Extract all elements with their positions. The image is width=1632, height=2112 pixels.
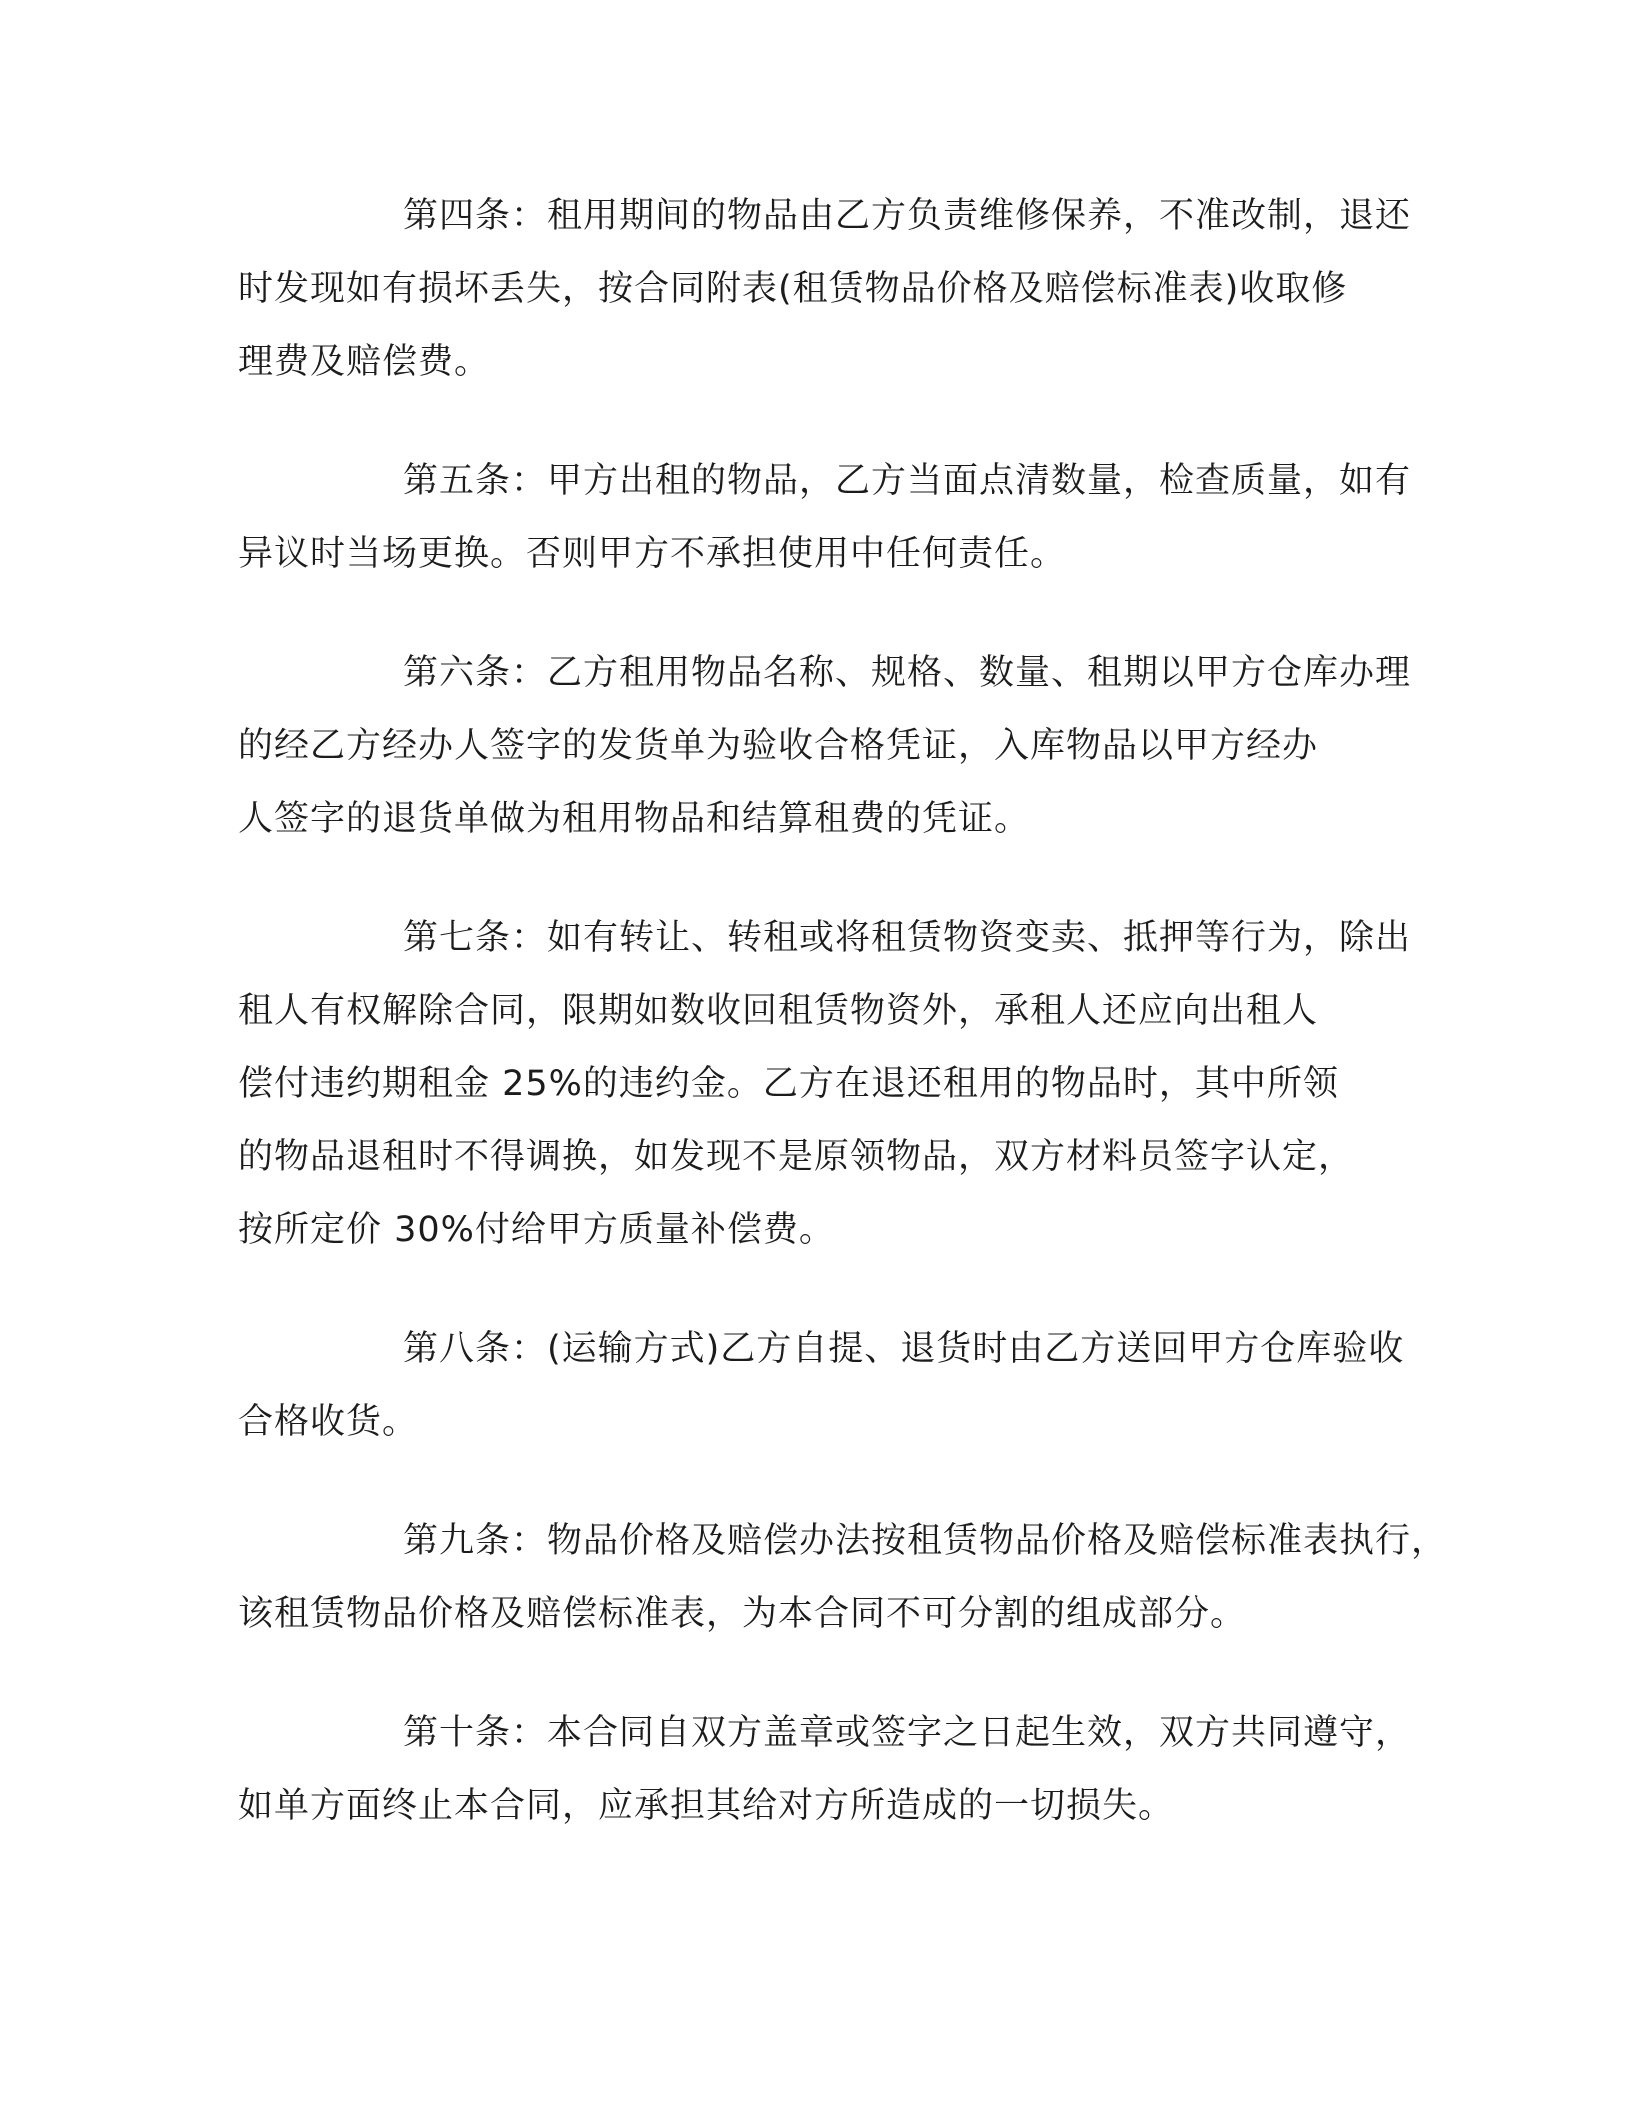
article-8-line-1: 第八条：(运输方式)乙方自提、退货时由乙方送回甲方仓库验收	[403, 1329, 1405, 1369]
article-10-line-1: 第十条：本合同自双方盖章或签字之日起生效，双方共同遵守，	[403, 1713, 1412, 1753]
article-7-line-5: 按所定价 30%付给甲方质量补偿费。	[238, 1210, 835, 1250]
article-5-line-2: 异议时当场更换。否则甲方不承担使用中任何责任。	[238, 534, 1067, 574]
document-body	[238, 180, 1448, 1889]
article-6	[238, 637, 1412, 856]
article-7-line-1: 第七条：如有转让、转租或将租赁物资变卖、抵押等行为，除出	[403, 918, 1412, 958]
article-6-line-3: 人签字的退货单做为租用物品和结算租费的凭证。	[238, 799, 1031, 839]
article-4-line-2: 时发现如有损坏丢失，按合同附表(租赁物品价格及赔偿标准表)收取修	[238, 269, 1348, 309]
article-8	[238, 1313, 1405, 1459]
article-9-line-2: 该租赁物品价格及赔偿标准表，为本合同不可分割的组成部分。	[238, 1594, 1247, 1634]
article-4-line-3: 理费及赔偿费。	[238, 342, 491, 382]
article-7-line-4: 的物品退租时不得调换，如发现不是原领物品，双方材料员签字认定，	[238, 1137, 1355, 1177]
article-10	[238, 1697, 1412, 1843]
article-7	[238, 902, 1412, 1267]
article-8-line-2: 合格收货。	[238, 1402, 419, 1442]
article-7-line-3: 偿付违约期租金 25%的违约金。乙方在退还租用的物品时，其中所领	[238, 1064, 1339, 1104]
article-5	[238, 445, 1412, 591]
article-4	[238, 180, 1412, 399]
article-9	[238, 1505, 1448, 1651]
article-7-line-2: 租人有权解除合同，限期如数收回租赁物资外，承租人还应向出租人	[238, 991, 1319, 1031]
article-4-line-1: 第四条：租用期间的物品由乙方负责维修保养，不准改制，退还	[403, 196, 1412, 236]
article-6-line-1: 第六条：乙方租用物品名称、规格、数量、租期以甲方仓库办理	[403, 653, 1412, 693]
article-6-line-2: 的经乙方经办人签字的发货单为验收合格凭证，入库物品以甲方经办	[238, 726, 1319, 766]
article-9-line-1: 第九条：物品价格及赔偿办法按租赁物品价格及赔偿标准表执行，	[403, 1521, 1448, 1561]
article-10-line-2: 如单方面终止本合同，应承担其给对方所造成的一切损失。	[238, 1786, 1175, 1826]
article-5-line-1: 第五条：甲方出租的物品，乙方当面点清数量，检查质量，如有	[403, 461, 1412, 501]
